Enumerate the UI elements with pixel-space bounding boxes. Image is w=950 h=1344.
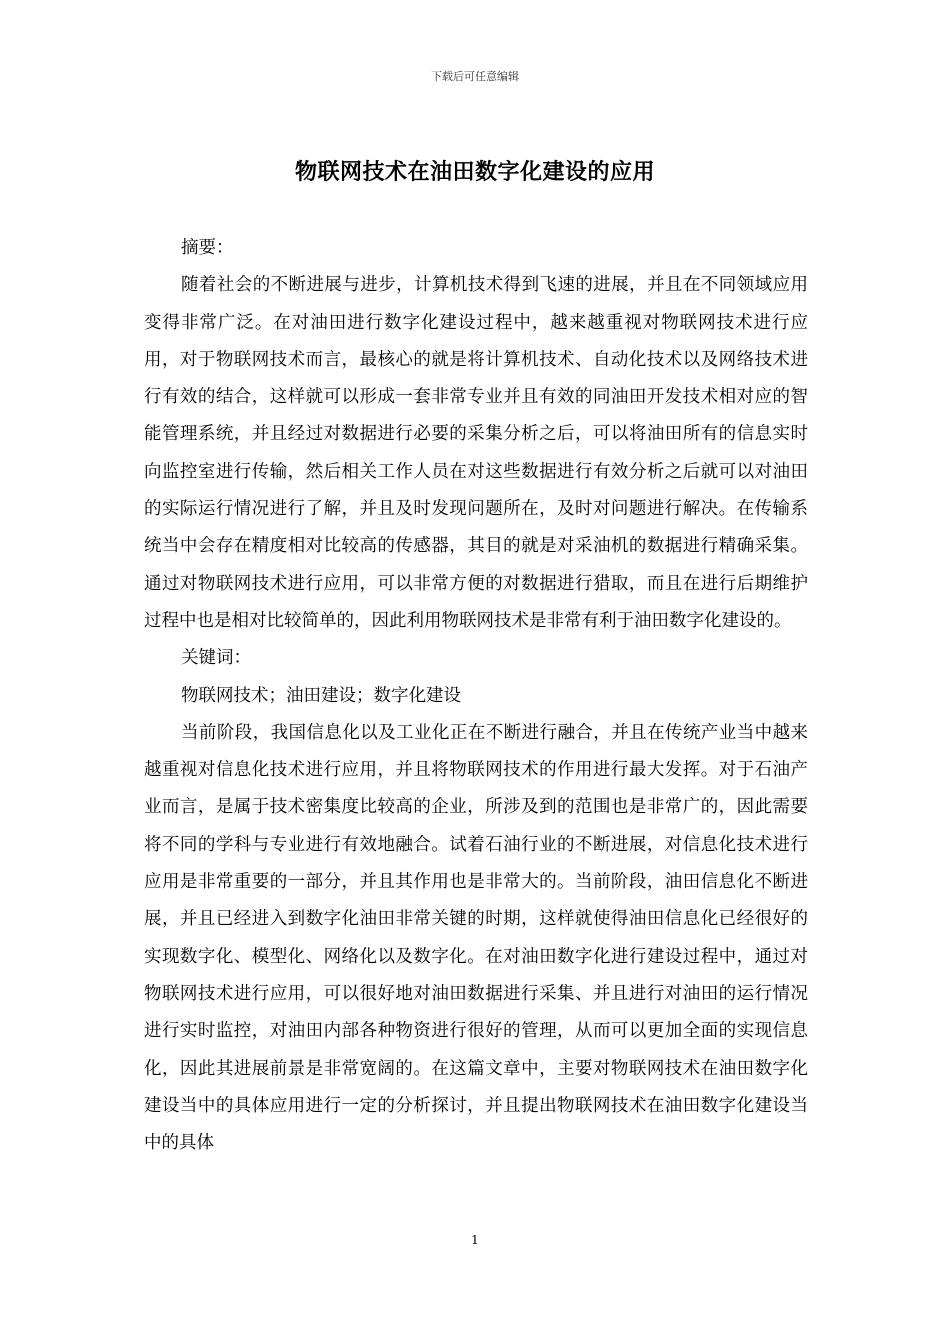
abstract-label: 摘要： (181, 238, 234, 258)
document-title: 物联网技术在油田数字化建设的应用 (294, 159, 655, 185)
keywords-text: 物联网技术；油田建设；数字化建设 (181, 685, 461, 706)
page-number: 1 (471, 1233, 479, 1247)
intro-paragraph: 当前阶段，我国信息化以及工业化正在不断进行融合，并且在传统产业当中越来越重视对信息化技术进行应用，并且将物联网技术的作用进行最大发挥。对于石油产业而言，是属于技术密集度比较高的企业，所涉及到的范围也是非常广的，因此需要将不同的学科与专业进行有效地融合。试着石油行业的不断进展，对信息化技术进行应用是非常重要的一部分，并且其作用也是非常大的。当前阶段，油田信息化不断进展，并且已经进入到数字化油田非常关键的时期，这样就使得油田信息化已经很好的实现数字化、模型化、网络化以及数字化。在对油田数字化进行建设过程中，通过对物联网技术进行应用，可以很好地对油田数据进行采集、并且进行对油田的运行情况进行实时监控，对油田内部各种物资进行很好的管理，从而可以更加全面的实现信息化，因此其进展前景是非常宽阔的。在这篇文章中，主要对物联网技术在油田数字化建设当中的具体应用进行一定的分析探讨，并且提出物联网技术在油田数字化建设当中的具体 (144, 722, 808, 1154)
keywords-label: 关键词： (181, 648, 251, 669)
abstract-paragraph: 随着社会的不断进展与进步，计算机技术得到飞速的进展，并且在不同领域应用变得非常广泛。在对油田进行数字化建设过程中，越来越重视对物联网技术进行应用，对于物联网技术而言，最核心的就是将计算机技术、自动化技术以及网络技术进行有效的结合，这样就可以形成一套非常专业并且有效的同油田开发技术相对应的智能管理系统，并且经过对数据进行必要的采集分析之后，可以将油田所有的信息实时向监控室进行传输，然后相关工作人员在对这些数据进行有效分析之后就可以对油田的实际运行情况进行了解，并且及时发现问题所在，及时对问题进行解决。在传输系统当中会存在精度相对比较高的传感器，其目的就是对采油机的数据进行精确采集。通过对物联网技术进行应用，可以非常方便的对数据进行猎取，而且在进行后期维护过程中也是相对比较简单的，因此利用物联网技术是非常有利于油田数字化建设的。 (144, 275, 808, 631)
document-body (144, 230, 808, 1162)
page-header-note: 下载后可任意编辑 (431, 70, 519, 83)
